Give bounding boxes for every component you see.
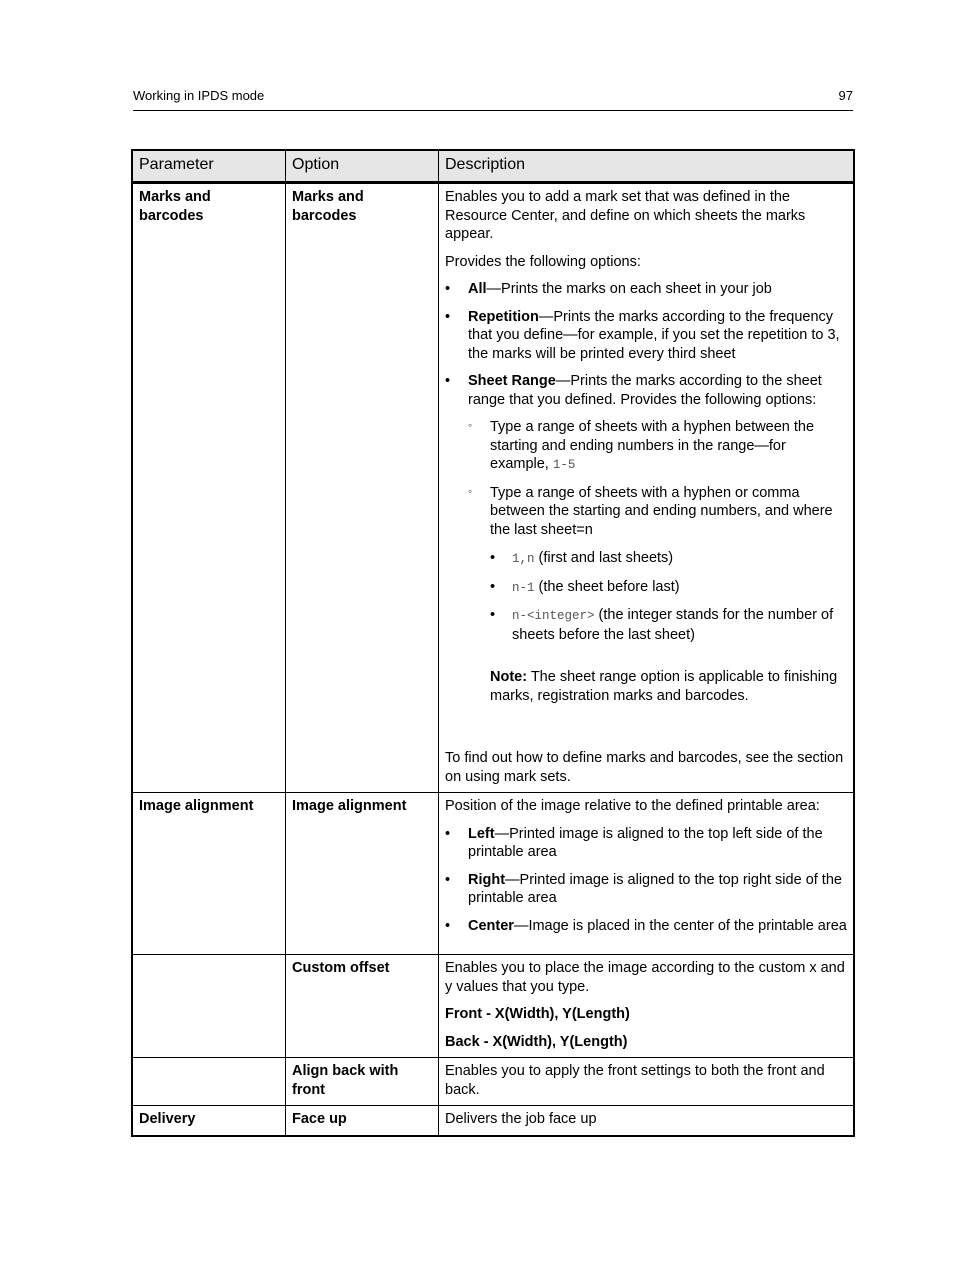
list-item xyxy=(445,372,847,705)
term-text: —Image is placed in the center of the printable area xyxy=(513,917,847,934)
parameters-table xyxy=(131,149,855,1137)
description-cell xyxy=(439,955,855,1058)
list-item xyxy=(490,549,847,569)
term-text: —Printed image is aligned to the top left side of the printable area xyxy=(468,825,823,860)
list-item xyxy=(468,418,847,475)
description-text: Position of the image relative to the defined printable area: xyxy=(445,798,820,814)
list-item xyxy=(490,578,847,598)
item-text: (the integer stands for the number of sheets before the last sheet) xyxy=(512,607,834,643)
code-sample: n-1 xyxy=(512,580,535,595)
sub-options-list xyxy=(468,418,847,644)
description-cell xyxy=(439,183,855,793)
description-text: Enables you to add a mark set that was defined in the Resource Center, and define on which sheets the marks appear. xyxy=(445,189,806,242)
table-row xyxy=(132,1058,854,1106)
table-header-row xyxy=(132,150,854,183)
parameter-cell: Marks and barcodes xyxy=(132,183,286,793)
description-cell: Enables you to apply the front settings to both the front and back. xyxy=(439,1058,855,1106)
term: Right xyxy=(468,871,506,888)
code-sample: 1,n xyxy=(512,552,535,566)
item-text: Type a range of sheets with a hyphen between the starting and ending numbers in the range—for example, xyxy=(490,419,815,472)
header-option: Option xyxy=(286,150,439,183)
alignment-list xyxy=(445,825,847,936)
term: Left xyxy=(468,825,495,842)
option-cell: Custom offset xyxy=(286,955,439,1058)
term: All xyxy=(468,281,487,297)
list-item xyxy=(445,871,847,908)
options-list xyxy=(445,280,847,705)
option-cell: Face up xyxy=(286,1106,439,1136)
list-item xyxy=(445,825,847,862)
page-header xyxy=(133,88,853,111)
table-row xyxy=(132,793,854,955)
description-cell xyxy=(439,793,855,955)
note-label: Note: xyxy=(490,669,528,685)
parameter-cell: Delivery xyxy=(132,1106,286,1136)
page-number: 97 xyxy=(838,88,853,103)
code-sample: n-<integer> xyxy=(512,609,595,623)
range-formats-list xyxy=(490,549,847,644)
list-item xyxy=(468,484,847,645)
term: Repetition xyxy=(468,308,539,325)
description-text: Enables you to place the image according to the custom x and y values that you type. xyxy=(445,960,845,995)
table-row xyxy=(132,1106,854,1136)
description-cell: Delivers the job face up xyxy=(439,1106,855,1136)
section-title: Working in IPDS mode xyxy=(133,88,265,103)
option-cell: Image alignment xyxy=(286,793,439,955)
option-cell: Marks and barcodes xyxy=(286,183,439,793)
item-text: Type a range of sheets with a hyphen or comma between the starting and ending numbers, and where the last sheet=n xyxy=(490,484,833,538)
description-text: To find out how to define marks and barcodes, see the section on using mark sets. xyxy=(445,750,844,785)
table-row xyxy=(132,183,854,793)
item-text: (first and last sheets) xyxy=(534,550,674,566)
back-values: Back - X(Width), Y(Length) xyxy=(445,1033,628,1050)
item-text: (the sheet before last) xyxy=(534,578,680,595)
front-values: Front - X(Width), Y(Length) xyxy=(445,1006,630,1022)
table-row xyxy=(132,955,854,1058)
term: Center xyxy=(468,917,514,934)
description-text: Provides the following options: xyxy=(445,253,641,270)
term-text: —Prints the marks according to the sheet range that you defined. Provides the following options: xyxy=(468,373,822,408)
list-item xyxy=(445,917,847,936)
list-item xyxy=(445,280,847,299)
list-item xyxy=(490,606,847,644)
parameter-cell xyxy=(132,1058,286,1106)
header-parameter: Parameter xyxy=(132,150,286,183)
term-text: —Prints the marks according to the frequency that you define—for example, if you set the repetition to 3, the marks will be printed every third sheet xyxy=(468,308,840,362)
header-description: Description xyxy=(439,150,855,183)
term-text: —Prints the marks on each sheet in your job xyxy=(486,281,772,297)
note xyxy=(490,668,847,705)
note-text: The sheet range option is applicable to finishing marks, registration marks and barcodes. xyxy=(490,669,838,704)
parameter-cell: Image alignment xyxy=(132,793,286,955)
code-sample: 1-5 xyxy=(552,458,576,472)
term-text: —Printed image is aligned to the top right side of the printable area xyxy=(468,871,842,906)
term: Sheet Range xyxy=(468,373,556,389)
list-item xyxy=(445,308,847,364)
parameter-cell xyxy=(132,955,286,1058)
option-cell: Align back with front xyxy=(286,1058,439,1106)
